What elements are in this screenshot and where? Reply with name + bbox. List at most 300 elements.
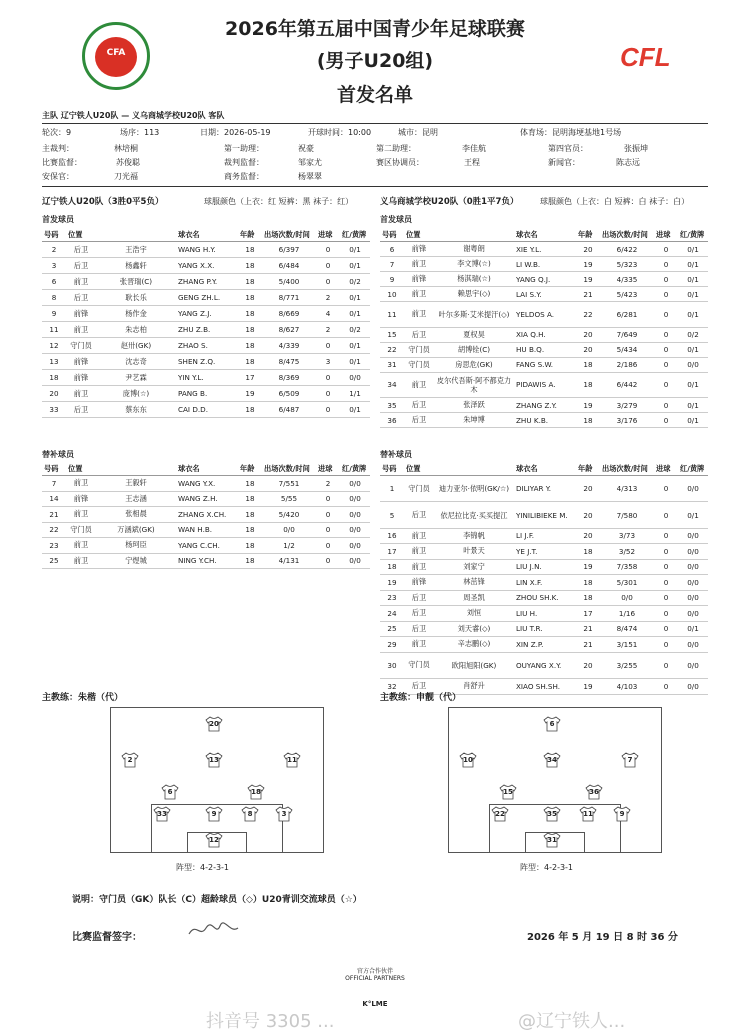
player-shirt-icon	[621, 752, 639, 768]
col-header-position: 位置	[404, 463, 434, 476]
player-shirt-icon	[543, 716, 561, 732]
player-position: 守门员	[66, 338, 96, 354]
player-jersey-name: YANG Z.J.	[176, 306, 238, 322]
player-name: 宁煜城	[96, 553, 176, 569]
player-jersey-name: SHEN Z.Q.	[176, 354, 238, 370]
player-position: 前卫	[404, 372, 434, 398]
player-goals: 0	[316, 386, 340, 402]
player-number: 22	[380, 342, 404, 357]
col-header-goals: 进球	[316, 463, 340, 476]
player-goals: 0	[654, 327, 678, 342]
player-age: 20	[576, 502, 600, 528]
col-header-number: 号码	[380, 229, 404, 242]
player-name: 万涵斌(GK)	[96, 522, 176, 538]
player-row	[42, 306, 370, 322]
player-age: 19	[576, 257, 600, 272]
player-jersey-name: ZHANG X.CH.	[176, 507, 238, 523]
player-cards: 0/0	[340, 476, 370, 492]
player-goals: 0	[654, 272, 678, 287]
player-name: 杨淇瑞(☆)	[434, 272, 514, 287]
player-goals: 0	[654, 398, 678, 413]
watermark-weibo: @辽宁铁人...	[518, 1011, 626, 1032]
player-shirt-icon	[247, 784, 265, 800]
player-jersey-name: ZHOU SH.K.	[514, 590, 576, 606]
player-jersey-name: WANG H.Y.	[176, 242, 238, 258]
player-goals: 0	[654, 302, 678, 328]
player-number: 36	[380, 413, 404, 428]
player-position: 后卫	[404, 590, 434, 606]
sponsor-title: 官方合作伙伴	[356, 968, 393, 975]
player-appearances: 8/771	[262, 290, 316, 306]
player-jersey-name: ZHANG P.Y.	[176, 274, 238, 290]
player-cards: 0/0	[678, 652, 708, 678]
player-appearances: 5/55	[262, 491, 316, 507]
col-header-cards: 红/黄牌	[340, 229, 370, 242]
player-appearances: 4/339	[262, 338, 316, 354]
player-jersey-name: ZHU Z.B.	[176, 322, 238, 338]
player-appearances: 5/434	[600, 342, 654, 357]
player-goals: 0	[316, 538, 340, 554]
col-header-goals: 进球	[654, 229, 678, 242]
player-position: 前锋	[66, 306, 96, 322]
player-goals: 0	[654, 287, 678, 302]
player-shirt-icon	[543, 806, 561, 822]
player-cards: 0/1	[340, 402, 370, 418]
player-jersey-name: LIN X.F.	[514, 575, 576, 591]
player-name: 沈志奇	[96, 354, 176, 370]
player-age: 20	[576, 242, 600, 257]
player-number: 2	[42, 242, 66, 258]
player-appearances: 7/358	[600, 559, 654, 575]
col-header-name	[96, 463, 176, 476]
player-number: 10	[380, 287, 404, 302]
player-number: 23	[42, 538, 66, 554]
player-name: 王志涵	[96, 491, 176, 507]
player-number: 21	[42, 507, 66, 523]
player-appearances: 4/313	[600, 476, 654, 502]
handwritten-signature	[186, 918, 242, 942]
player-jersey-name: YANG C.CH.	[176, 538, 238, 554]
away-starters-label: 首发球员	[380, 215, 412, 224]
player-appearances: 7/580	[600, 502, 654, 528]
player-age: 20	[576, 528, 600, 544]
player-cards: 0/1	[678, 621, 708, 637]
player-age: 21	[576, 621, 600, 637]
player-age: 21	[576, 287, 600, 302]
player-number: 30	[380, 652, 404, 678]
player-age: 18	[238, 306, 262, 322]
player-row	[42, 274, 370, 290]
player-name: 张泽跃	[434, 398, 514, 413]
divider	[42, 123, 708, 124]
player-number: 3	[42, 258, 66, 274]
player-position: 后卫	[66, 402, 96, 418]
player-row	[42, 553, 370, 569]
player-shirt-icon	[543, 752, 561, 768]
player-cards: 0/1	[678, 302, 708, 328]
player-row	[42, 258, 370, 274]
player-appearances: 3/279	[600, 398, 654, 413]
player-row	[42, 242, 370, 258]
fourth-official: 第四官员： 张振坤	[548, 144, 648, 153]
player-name: 杨珂臣	[96, 538, 176, 554]
player-cards: 0/1	[678, 398, 708, 413]
player-number: 6	[380, 242, 404, 257]
player-age: 19	[576, 272, 600, 287]
player-row	[42, 322, 370, 338]
player-jersey-name: XIA Q.H.	[514, 327, 576, 342]
player-number: 5	[380, 502, 404, 528]
shirt-number: 6	[549, 720, 555, 728]
home-starters-label: 首发球员	[42, 215, 74, 224]
col-header-appearances: 出场次数/时间	[600, 229, 654, 242]
player-goals: 0	[654, 575, 678, 591]
shirt-number: 31	[547, 836, 557, 844]
player-position: 前卫	[66, 553, 96, 569]
cfa-logo: CFA	[82, 22, 150, 90]
player-age: 18	[238, 354, 262, 370]
player-shirt-icon	[205, 752, 223, 768]
player-shirt-icon	[275, 806, 293, 822]
player-goals: 0	[316, 242, 340, 258]
col-header-jersey-name: 球衣名	[176, 229, 238, 242]
player-jersey-name: HU B.Q.	[514, 342, 576, 357]
player-jersey-name: WANG Z.H.	[176, 491, 238, 507]
shirt-number: 9	[211, 810, 217, 818]
player-appearances: 6/442	[600, 372, 654, 398]
player-number: 17	[380, 544, 404, 560]
player-goals: 0	[654, 257, 678, 272]
player-number: 9	[380, 272, 404, 287]
player-position: 前锋	[404, 272, 434, 287]
shirt-number: 36	[589, 788, 599, 796]
player-goals: 0	[654, 559, 678, 575]
player-number: 12	[42, 338, 66, 354]
col-header-position: 位置	[66, 463, 96, 476]
player-row	[42, 538, 370, 554]
player-jersey-name: ZHAO S.	[176, 338, 238, 354]
player-row	[380, 327, 708, 342]
player-appearances: 5/423	[600, 287, 654, 302]
player-name: 李文博(☆)	[434, 257, 514, 272]
player-goals: 2	[316, 322, 340, 338]
player-number: 18	[380, 559, 404, 575]
player-goals: 0	[316, 522, 340, 538]
player-shirt-icon	[121, 752, 139, 768]
player-position: 前锋	[66, 354, 96, 370]
player-name: 欧阳旭阳(GK)	[434, 652, 514, 678]
match-date: 日期：2026-05-19	[200, 128, 271, 137]
player-cards: 0/0	[340, 538, 370, 554]
player-position: 后卫	[66, 290, 96, 306]
player-goals: 0	[654, 637, 678, 653]
player-cards: 0/2	[340, 322, 370, 338]
player-number: 34	[380, 372, 404, 398]
kickoff-time: 开球时间：10:00	[308, 128, 372, 137]
player-position: 后卫	[404, 606, 434, 622]
player-name: 胡博铨(C)	[434, 342, 514, 357]
player-age: 18	[576, 575, 600, 591]
col-header-appearances: 出场次数/时间	[262, 229, 316, 242]
player-number: 20	[42, 386, 66, 402]
col-header-age: 年龄	[576, 463, 600, 476]
player-age: 17	[238, 370, 262, 386]
player-name: 刘家宁	[434, 559, 514, 575]
player-appearances: 6/484	[262, 258, 316, 274]
player-name: 庞博(☆)	[96, 386, 176, 402]
player-age: 18	[238, 322, 262, 338]
player-row	[42, 491, 370, 507]
player-jersey-name: OUYANG X.Y.	[514, 652, 576, 678]
player-name: 赖思宇(◇)	[434, 287, 514, 302]
player-appearances: 8/627	[262, 322, 316, 338]
player-number: 31	[380, 357, 404, 372]
player-cards: 0/1	[678, 502, 708, 528]
press-officer: 新闻官： 陈志远	[548, 158, 640, 167]
player-row	[380, 502, 708, 528]
player-number: 18	[42, 370, 66, 386]
sponsor-subtitle: OFFICIAL PARTNERS	[345, 975, 405, 982]
home-coach: 主教练：朱楷（代）	[42, 693, 124, 703]
player-number: 7	[42, 476, 66, 492]
player-name: 尹艺霖	[96, 370, 176, 386]
player-goals: 2	[316, 476, 340, 492]
player-goals: 0	[654, 544, 678, 560]
supervisor-signature-label: 比赛监督签字：	[72, 932, 142, 943]
player-appearances: 0/0	[600, 590, 654, 606]
col-header-jersey-name: 球衣名	[176, 463, 238, 476]
col-header-jersey-name: 球衣名	[514, 229, 576, 242]
referee: 主裁判： 林培桐	[42, 144, 138, 153]
player-jersey-name: XIAO SH.SH.	[514, 679, 576, 695]
assistant-1: 第一助理： 祝豪	[224, 144, 314, 153]
player-appearances: 5/323	[600, 257, 654, 272]
player-position: 前卫	[404, 559, 434, 575]
player-position: 前锋	[66, 491, 96, 507]
player-row	[380, 476, 708, 502]
player-name: 叶尔多斯·艾米提汗(◇)	[434, 302, 514, 328]
col-header-number: 号码	[42, 229, 66, 242]
player-name: 赵卅(GK)	[96, 338, 176, 354]
player-jersey-name: YINILIBIEKE M.	[514, 502, 576, 528]
player-position: 前卫	[66, 476, 96, 492]
player-appearances: 6/397	[262, 242, 316, 258]
venue: 体育场：昆明海埂基地1号场	[520, 128, 622, 137]
player-goals: 3	[316, 354, 340, 370]
player-age: 18	[576, 357, 600, 372]
player-appearances: 6/422	[600, 242, 654, 257]
home-starters-table	[42, 229, 370, 418]
player-appearances: 2/186	[600, 357, 654, 372]
player-shirt-icon	[459, 752, 477, 768]
player-row	[42, 386, 370, 402]
player-appearances: 7/551	[262, 476, 316, 492]
player-position: 后卫	[404, 327, 434, 342]
player-shirt-icon	[153, 806, 171, 822]
col-header-goals: 进球	[654, 463, 678, 476]
player-goals: 0	[654, 342, 678, 357]
player-age: 20	[576, 652, 600, 678]
player-name: 张相晨	[96, 507, 176, 523]
player-age: 18	[238, 476, 262, 492]
shirt-number: 18	[251, 788, 261, 796]
player-number: 22	[42, 522, 66, 538]
player-jersey-name: PANG B.	[176, 386, 238, 402]
player-appearances: 6/509	[262, 386, 316, 402]
home-subs-table	[42, 463, 370, 569]
player-cards: 0/1	[340, 354, 370, 370]
home-subs-label: 替补球员	[42, 450, 74, 459]
player-row	[42, 370, 370, 386]
player-goals: 0	[316, 258, 340, 274]
player-name: 皮尔代吾斯·阿不都克力木	[434, 372, 514, 398]
player-goals: 0	[654, 590, 678, 606]
player-name: 肖舒升	[434, 679, 514, 695]
player-position: 守门员	[404, 357, 434, 372]
shirt-number: 35	[547, 810, 557, 818]
player-age: 19	[576, 559, 600, 575]
city: 城市：昆明	[398, 128, 438, 137]
commercial-supervisor: 商务监督： 杨翠翠	[224, 172, 322, 181]
watermark-douyin: 抖音号 3305 ...	[206, 1011, 335, 1032]
shirt-number: 3	[281, 810, 287, 818]
player-jersey-name: PIDAWIS A.	[514, 372, 576, 398]
player-cards: 0/1	[340, 290, 370, 306]
player-shirt-icon	[241, 806, 259, 822]
player-name: 张晋瑞(C)	[96, 274, 176, 290]
player-position: 前卫	[404, 528, 434, 544]
player-goals: 0	[654, 413, 678, 428]
player-jersey-name: LIU J.N.	[514, 559, 576, 575]
player-cards: 0/2	[678, 327, 708, 342]
player-name: 谢粤朗	[434, 242, 514, 257]
player-number: 6	[42, 274, 66, 290]
player-number: 1	[380, 476, 404, 502]
col-header-cards: 红/黄牌	[678, 463, 708, 476]
player-shirt-icon	[499, 784, 517, 800]
player-row	[380, 621, 708, 637]
player-position: 后卫	[66, 258, 96, 274]
player-jersey-name: LIU H.	[514, 606, 576, 622]
player-position: 前锋	[404, 242, 434, 257]
player-position: 后卫	[404, 621, 434, 637]
player-cards: 0/0	[340, 522, 370, 538]
player-row	[42, 290, 370, 306]
away-kit-colors: 球服颜色（上衣：白 短裤：白 袜子：白）	[540, 197, 690, 206]
player-goals: 0	[316, 553, 340, 569]
player-name: 夏权昊	[434, 327, 514, 342]
player-cards: 0/0	[678, 544, 708, 560]
shirt-number: 15	[503, 788, 513, 796]
player-shirt-icon	[543, 832, 561, 848]
player-row	[380, 652, 708, 678]
venue-coordinator: 赛区协调员： 王程	[376, 158, 480, 167]
away-team-name: 义乌商城学校U20队（0胜1平7负）	[380, 197, 519, 207]
player-appearances: 1/2	[262, 538, 316, 554]
player-shirt-icon	[205, 716, 223, 732]
player-row	[380, 544, 708, 560]
col-header-age: 年龄	[576, 229, 600, 242]
player-goals: 0	[654, 502, 678, 528]
player-jersey-name: XIE Y.L.	[514, 242, 576, 257]
player-age: 20	[576, 327, 600, 342]
player-position: 前卫	[404, 302, 434, 328]
player-cards: 0/0	[678, 637, 708, 653]
player-name: 辛志鹏(◇)	[434, 637, 514, 653]
player-number: 11	[380, 302, 404, 328]
shirt-number: 11	[287, 756, 297, 764]
player-goals: 0	[654, 372, 678, 398]
col-header-age: 年龄	[238, 229, 262, 242]
player-position: 前卫	[66, 538, 96, 554]
player-name: 朱坤博	[434, 413, 514, 428]
player-age: 21	[576, 637, 600, 653]
player-row	[380, 357, 708, 372]
player-position: 前卫	[404, 544, 434, 560]
shirt-number: 10	[463, 756, 473, 764]
player-cards: 0/1	[340, 306, 370, 322]
player-appearances: 6/487	[262, 402, 316, 418]
player-position: 前卫	[66, 386, 96, 402]
assistant-2: 第二助理： 李佳航	[376, 144, 486, 153]
player-age: 19	[238, 386, 262, 402]
sheet-title: 首发名单	[336, 84, 413, 106]
player-goals: 0	[316, 491, 340, 507]
player-row	[380, 606, 708, 622]
player-age: 18	[238, 507, 262, 523]
player-number: 23	[380, 590, 404, 606]
player-row	[42, 402, 370, 418]
player-position: 守门员	[404, 342, 434, 357]
svg-text:CFL: CFL	[620, 42, 671, 72]
player-number: 15	[380, 327, 404, 342]
player-row	[380, 372, 708, 398]
player-goals: 2	[316, 290, 340, 306]
shirt-number: 7	[627, 756, 633, 764]
player-position: 前锋	[66, 370, 96, 386]
player-row	[380, 287, 708, 302]
player-name: 杨作金	[96, 306, 176, 322]
player-goals: 0	[316, 402, 340, 418]
player-cards: 0/1	[340, 338, 370, 354]
player-appearances: 5/400	[262, 274, 316, 290]
player-jersey-name: YIN Y.L.	[176, 370, 238, 386]
player-number: 25	[380, 621, 404, 637]
player-goals: 0	[316, 274, 340, 290]
player-row	[380, 302, 708, 328]
col-header-name	[434, 229, 514, 242]
player-appearances: 8/669	[262, 306, 316, 322]
col-header-position: 位置	[404, 229, 434, 242]
home-team-name: 辽宁铁人U20队（3胜0平5负）	[42, 197, 164, 207]
player-position: 后卫	[404, 679, 434, 695]
player-number: 7	[380, 257, 404, 272]
player-appearances: 3/151	[600, 637, 654, 653]
player-goals: 4	[316, 306, 340, 322]
player-age: 18	[238, 274, 262, 290]
player-jersey-name: WAN H.B.	[176, 522, 238, 538]
player-appearances: 3/73	[600, 528, 654, 544]
player-goals: 0	[654, 476, 678, 502]
player-number: 35	[380, 398, 404, 413]
player-row	[380, 398, 708, 413]
player-shirt-icon	[491, 806, 509, 822]
player-number: 33	[42, 402, 66, 418]
player-goals: 0	[654, 606, 678, 622]
player-appearances: 4/103	[600, 679, 654, 695]
player-name: 朱志柏	[96, 322, 176, 338]
player-jersey-name: YELDOS A.	[514, 302, 576, 328]
